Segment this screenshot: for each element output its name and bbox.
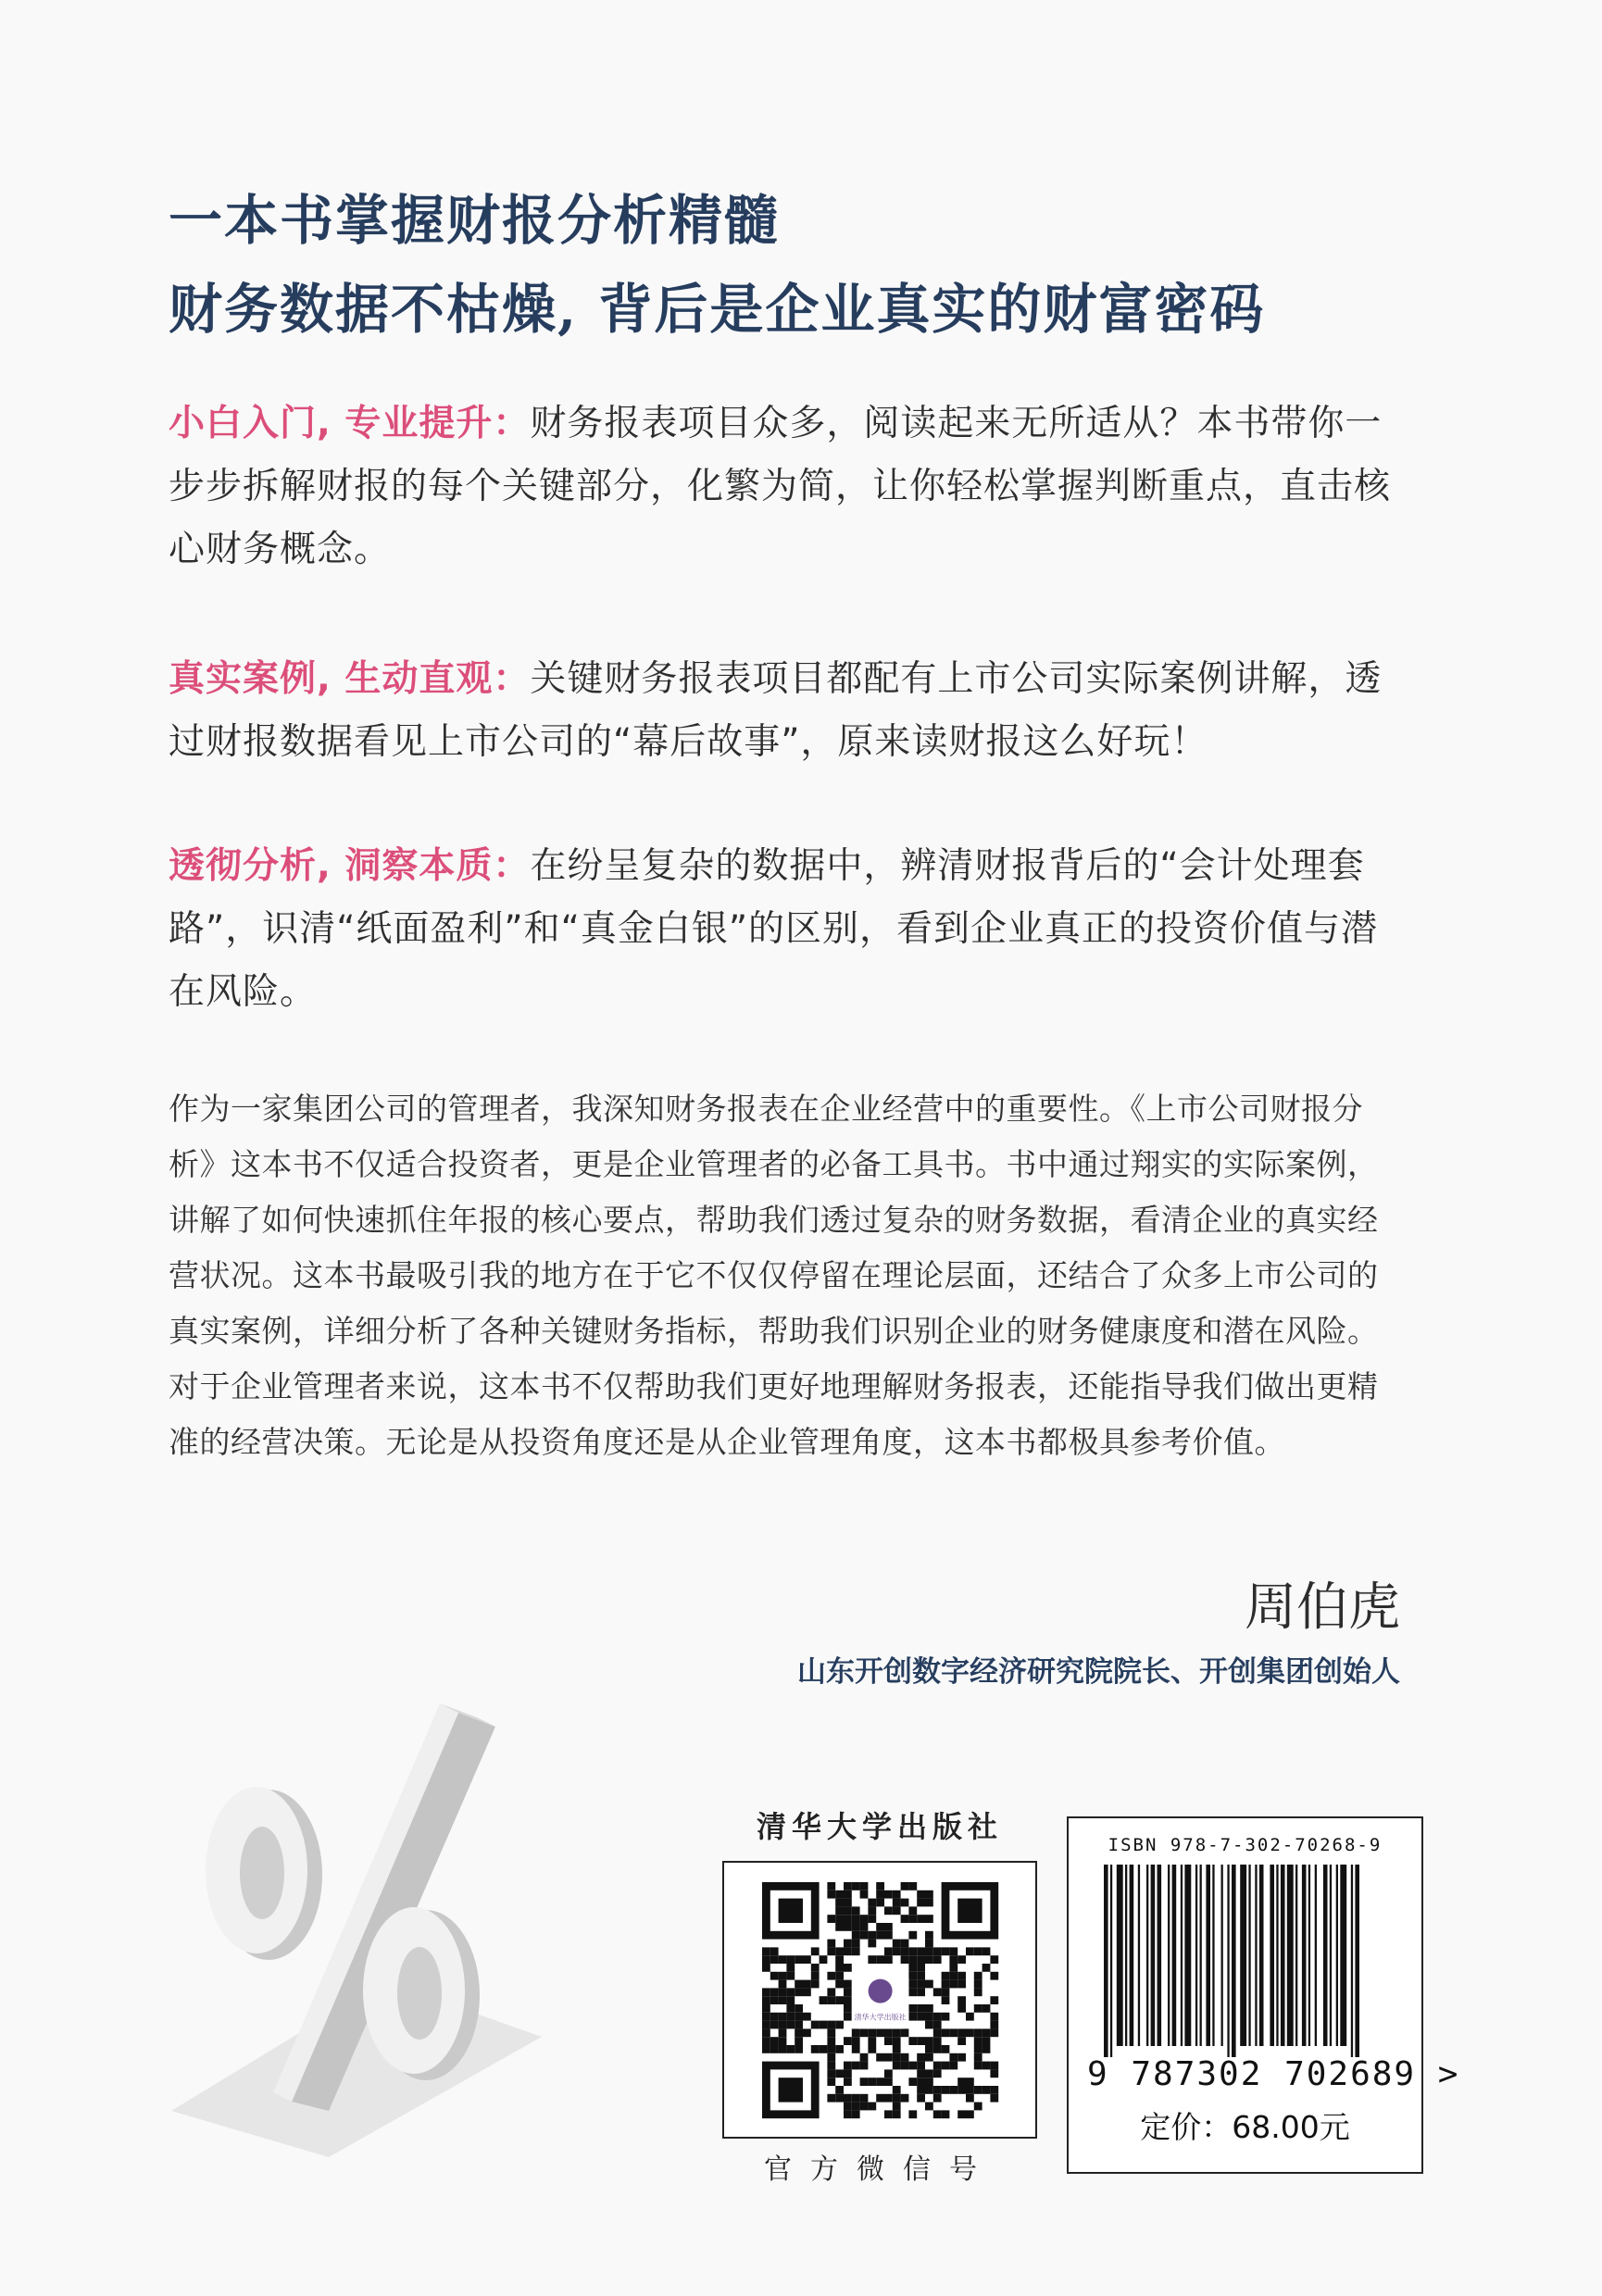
barcode [1104,1865,1391,2057]
feature-text: 在纷呈复杂的数据中，辨清财报背后的“会计处理套路”，识清“纸面盈利”和“真金白银”的区别，看到企业真正的投资价值与潜在风险。 [169,845,1379,1013]
publisher-name: 清华大学出版社 [756,1809,1003,1844]
feature-cases [169,648,1400,774]
headline-line-1: 一本书掌握财报分析精髓 [169,189,781,252]
price: 定价：68.00元 [1140,2109,1350,2145]
feature-lead: 小白入门, 专业提升： [169,403,531,444]
feature-lead: 透彻分析, 洞察本质： [169,845,531,887]
endorsement-text: 作为一家集团公司的管理者，我深知财务报表在企业经营中的重要性。《上市公司财报分析》这本书不仅适合投资者，更是企业管理者的必备工具书。书中通过翔实的实际案例，讲解了如何快速抓住年报的核心要点，帮助我们透过复杂的财务数据，看清企业的真实经营状况。这本书最吸引我的地方在于它不仅仅停留在理论层面，还结合了众多上市公司的真实案例，详细分析了各种关键财务指标，帮助我们识别企业的财务健康度和潜在风险。对于企业管理者来说，这本书不仅帮助我们更好地理解财务报表，还能指导我们做出更精准的经营决策。无论是从投资角度还是从企业管理角度，这本书都极具参考价值。 [169,1091,1379,1460]
feature-lead: 真实案例, 生动直观： [169,658,531,700]
feature-text: 财务报表项目众多，阅读起来无所适从？本书带你一步步拆解财报的每个关键部分，化繁为简，让你轻松掌握判断重点，直击核心财务概念。 [169,403,1392,570]
feature-beginner [169,393,1400,581]
endorser-title: 山东开创数字经济研究院院长、开创集团创始人 [797,1655,1400,1689]
qr-code [744,1882,1018,2119]
qr-caption: 官方微信号 [764,2153,995,2186]
barcode-digits: 9 787302 702689 > [1087,2055,1460,2093]
headline-line-2: 财务数据不枯燥, 背后是企业真实的财富密码 [169,278,1266,341]
percent-sign-graphic [153,1676,551,2157]
isbn-block [1067,1816,1460,2174]
isbn-number: ISBN 978-7-302-70268-9 [1108,1835,1383,1855]
feature-analysis [169,835,1400,1024]
endorser-name: 周伯虎 [1245,1578,1400,1638]
qr-logo-text: 清华大学出版社 [854,2013,907,2022]
qr-code-frame [722,1861,1037,2139]
headline [169,176,1465,354]
feature-text: 关键财务报表项目都配有上市公司实际案例讲解，透过财报数据看见上市公司的“幕后故事”，原来读财报这么好玩！ [169,658,1383,763]
